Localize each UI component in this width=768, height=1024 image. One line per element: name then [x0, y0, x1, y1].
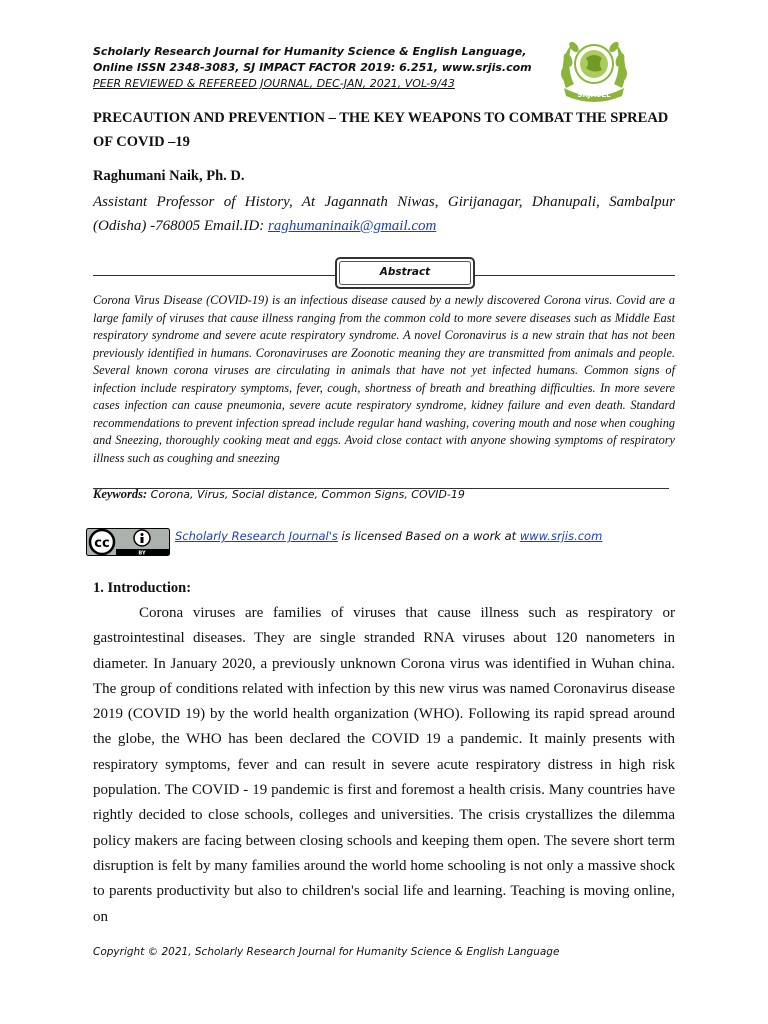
journal-volume: PEER REVIEWED & REFEREED JOURNAL, DEC-JAN, 2021, VOL-9/43 [93, 77, 455, 90]
copyright-footer: Copyright © 2021, Scholarly Research Journal for Humanity Science & English Language [93, 946, 560, 958]
keywords [93, 487, 465, 502]
abstract-text: Corona Virus Disease (COVID-19) is an infectious disease caused by a newly discovered Corona virus. Covid are a large family of viruses that cause illness ranging from the common cold to more severe diseases such as Middle East respiratory syndrome and severe acute respiratory syndrome. A novel Coronavirus is a new strain that has not been previously identified in humans. Coronaviruses are Zoonotic meaning they are transmitted from animals and people. Several known corona viruses are circulating in animals that have not yet infected humans. Common signs of infection include respiratory symptoms, fever, cough, shortness of breath and breathing difficulties. In more severe cases infection can cause pneumonia, severe acute respiratory syndrome, kidney failure and even death. Standard recommendations to prevent infection spread include regular hand washing, covering mouth and nose when coughing and Sneezing, thoroughly cooking meat and eggs. Avoid close contact with anyone showing symptoms of respiratory illness such as coughing and sneezing [93, 293, 675, 465]
keywords-values: Corona, Virus, Social distance, Common Signs, COVID-19 [147, 488, 465, 501]
license-line [175, 529, 602, 543]
paper-title: PRECAUTION AND PREVENTION – THE KEY WEAPONS TO COMBAT THE SPREAD OF COVID –19 [93, 110, 669, 150]
section-body [93, 601, 675, 930]
abstract-label-box [335, 257, 475, 289]
author-name: Raghumani Naik, Ph. D. [93, 168, 245, 184]
author-affiliation [93, 190, 675, 238]
srjis-site-link[interactable]: www.srjis.com [519, 529, 603, 543]
journal-header [93, 44, 553, 92]
logo-text: SRJHSEL [577, 91, 611, 99]
license-text: is licensed Based on a work at [337, 529, 520, 543]
by-text: BY [138, 550, 146, 556]
intro-paragraph: Corona viruses are families of viruses that cause illness such as respiratory or gastrointestinal diseases. They are single stranded RNA viruses about 120 nanometers in diameter. In January 2020, a previously unknown Corona virus was identified in Wuhan china. The group of conditions related with infection by this new virus was named Coronavirus disease 2019 (COVID 19) by the world health organization (WHO). Following its rapid spread around the globe, the WHO has been declared the COVID 19 a pandemic. It mainly presents with respiratory symptoms, fever and can result in severe acute respiratory distress in high risk population. The COVID - 19 pandemic is first and foremost a health crisis. Many countries have rightly decided to close schools, colleges and universities. The crisis crystallizes the dilemma policy makers are facing between closing schools and keeping them open. The severe short term disruption is felt by many families around the world home schooling is not only a massive shock to parents productivity but also to children's social life and learning. Teaching is moving online, on [93, 605, 675, 925]
journal-license-link[interactable]: Scholarly Research Journal's [175, 529, 338, 543]
section-heading: 1. Introduction: [93, 580, 192, 596]
affiliation-text: Assistant Professor of History, At Jagannath Niwas, Girijanagar, Dhanupali, Sambalpur (Odisha) -768005 Email.ID: [93, 194, 675, 234]
email-link[interactable]: raghumaninaik@gmail.com [267, 218, 437, 234]
journal-issn: Online ISSN 2348-3083, SJ IMPACT FACTOR 2019: 6.251, www.srjis.com [93, 61, 532, 74]
journal-name: Scholarly Research Journal for Humanity Science & English Language, [93, 45, 527, 58]
abstract-rule-right [475, 275, 675, 276]
creative-commons-icon[interactable] [86, 528, 170, 556]
cc-text: cc [94, 536, 110, 551]
abstract-rule-left [93, 275, 335, 276]
abstract-label: Abstract [379, 266, 431, 278]
journal-logo-icon [556, 30, 632, 106]
keywords-label: Keywords: [93, 487, 148, 501]
